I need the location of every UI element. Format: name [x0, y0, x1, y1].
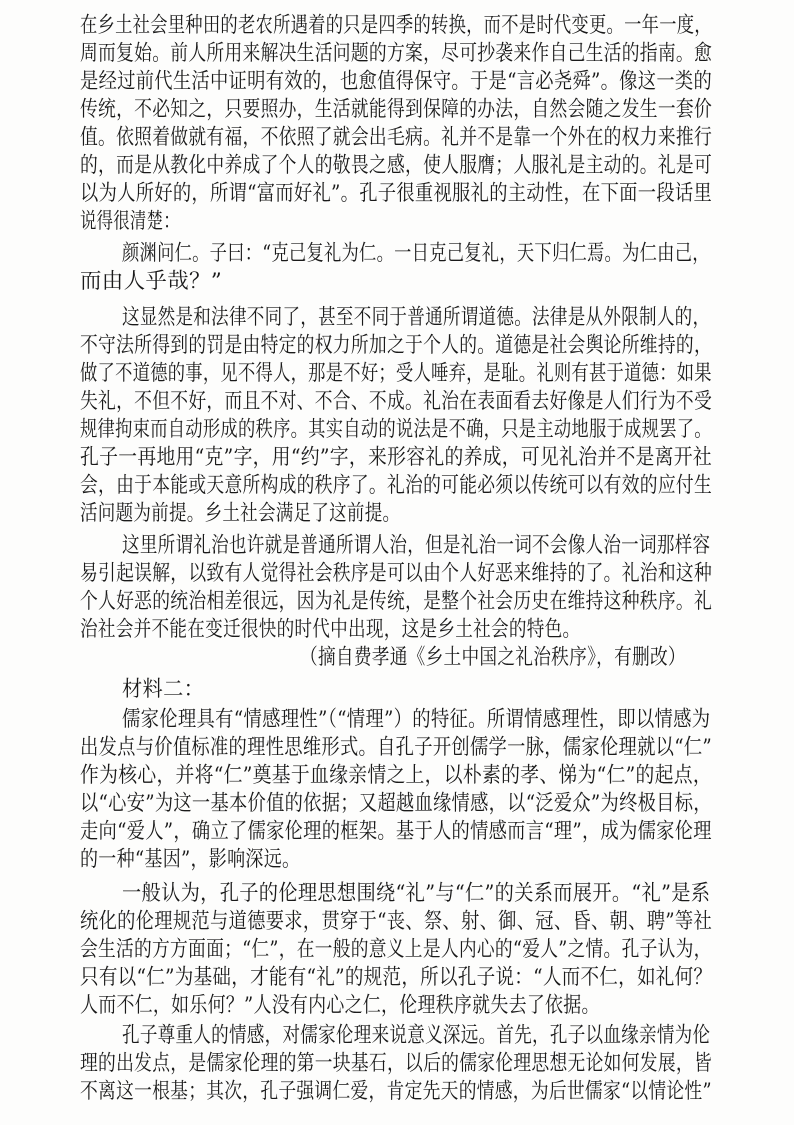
text-line: 这显然是和法律不同了，甚至不同于普通所谓道德。法律是从外限制人的， — [122, 305, 711, 330]
text-line: 的，而是从教化中养成了个人的敬畏之感，使人服膺；人服礼是主动的。礼是可 — [80, 153, 713, 178]
text-line: 只有以“仁”为基础，才能有“礼”的规范，所以孔子说：“人而不仁，如礼何？ — [80, 965, 713, 990]
text-line: 孔子尊重人的情感，对儒家伦理来说意义深远。首先，孔子以血缘亲情为伦 — [122, 1023, 711, 1048]
text-line: 颜渊问仁。子曰：“克己复礼为仁。一日克己复礼，天下归仁焉。为仁由己， — [122, 241, 710, 266]
text-line: 周而复始。前人所用来解决生活问题的方案，尽可抄袭来作自己生活的指南。愈 — [80, 41, 713, 66]
text-line: 而由人乎哉？” — [80, 269, 223, 294]
text-line: 孔子一再地用“克”字，用“约”字，来形容礼的养成，可见礼治并不是离开社 — [80, 445, 713, 470]
text-line: 会生活的方方面面；“仁”，在一般的意义上是人内心的“爱人”之情。孔子认为， — [80, 937, 712, 962]
text-line: 理的出发点，是儒家伦理的第一块基石，以后的儒家伦理思想无论如何发展，皆 — [80, 1051, 713, 1076]
text-line: 易引起误解，以致有人觉得社会秩序是可以由个人好恶来维持的了。礼治和这种 — [80, 561, 713, 586]
text-line: 统化的伦理规范与道德要求，贯穿于“丧、祭、射、御、冠、昏、朝、聘”等社 — [80, 909, 713, 934]
text-line: 作为核心，并将“仁”奠基于血缘亲情之上，以朴素的孝、悌为“仁”的起点， — [80, 763, 713, 788]
text-line: 走向“爱人”，确立了儒家伦理的框架。基于人的情感而言“理”，成为儒家伦理 — [80, 819, 712, 844]
text-line: 值。依照着做就有福，不依照了就会出毛病。礼并不是靠一个外在的权力来推行 — [80, 125, 713, 150]
text-line: （摘自费孝通《乡土中国之礼治秩序》，有删改） — [300, 645, 686, 670]
text-line: 会，由于本能或天意所构成的秩序了。礼治的可能必须以传统可以有效的应付生 — [80, 473, 713, 498]
text-line: 做了不道德的事，见不得人，那是不好；受人唾弃，是耻。礼则有甚于道德：如果 — [80, 361, 712, 386]
text-line: 个人好恶的统治相差很远，因为礼是传统，是整个社会历史在维持这种秩序。礼 — [80, 589, 713, 614]
text-line: 治社会并不能在变迁很快的时代中出现，这是乡土社会的特色。 — [80, 617, 581, 642]
text-line: 出发点与价值标准的理性思维形式。自孔子开创儒学一脉，儒家伦理就以“仁” — [80, 735, 713, 760]
text-line: 不离这一根基；其次，孔子强调仁爱，肯定先天的情感，为后世儒家“以情论性” — [80, 1079, 712, 1104]
text-line: 说得很清楚： — [80, 209, 180, 234]
text-line: 是经过前代生活中证明有效的，也愈值得保守。于是“言必尧舜”。像这一类的 — [80, 69, 713, 94]
text-line: 这里所谓礼治也许就是普通所谓人治，但是礼治一词不会像人治一词那样容 — [122, 533, 711, 558]
text-line: 在乡土社会里种田的老农所遇着的只是四季的转换，而不是时代变更。一年一度， — [80, 13, 712, 38]
text-line: 以为人所好的，所谓“富而好礼”。孔子很重视服礼的主动性，在下面一段话里 — [80, 181, 713, 206]
text-line: 不守法所得到的罚是由特定的权力所加之于个人的。道德是社会舆论所维持的， — [80, 333, 713, 358]
text-line: 传统，不必知之，只要照办，生活就能得到保障的办法，自然会随之发生一套价 — [80, 97, 713, 122]
text-line: 材料二： — [122, 677, 205, 702]
text-line: 以“心安”为这一基本价值的依据；又超越血缘情感，以“泛爱众”为终极目标， — [80, 791, 712, 816]
text-line: 的一种“基因”，影响深远。 — [80, 847, 301, 872]
text-line: 失礼，不但不好，而且不对、不合、不成。礼治在表面看去好像是人们行为不受 — [80, 389, 713, 414]
text-line: 活问题为前提。乡土社会满足了这前提。 — [80, 501, 401, 526]
text-line: 规律拘束而自动形成的秩序。其实自动的说法是不确，只是主动地服于成规罢了。 — [80, 417, 712, 442]
text-line: 儒家伦理具有“情感理性”（“情理”）的特征。所谓情感理性，即以情感为 — [122, 707, 711, 732]
text-line: 人而不仁，如乐何？”人没有内心之仁，伦理秩序就失去了依据。 — [80, 993, 600, 1018]
text-line: 一般认为，孔子的伦理思想围绕“礼”与“仁”的关系而展开。“礼”是系 — [122, 881, 711, 906]
